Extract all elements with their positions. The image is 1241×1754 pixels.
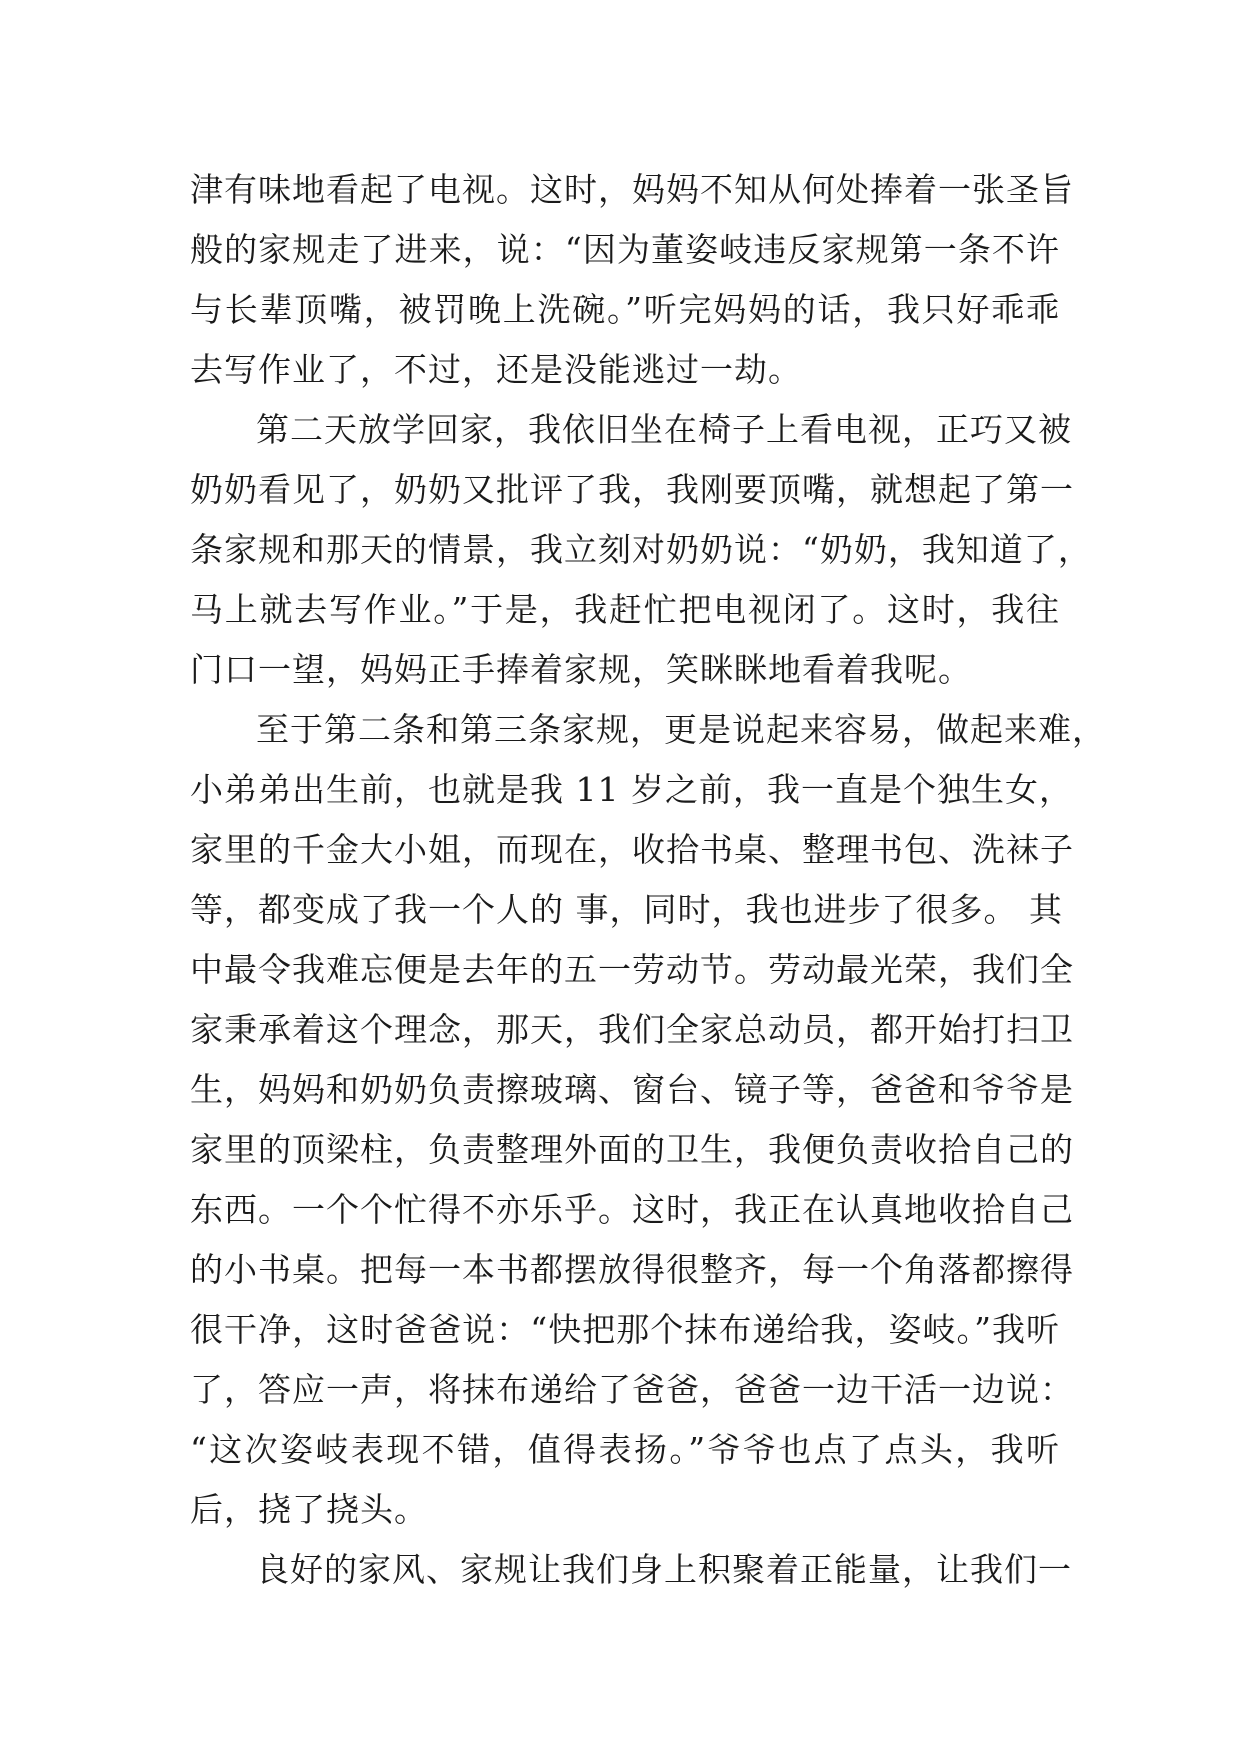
text-line: “这次姿岐表现不错，值得表扬。”爷爷也点了点头，我听 — [190, 1430, 1060, 1469]
text-line: 等，都变成了我一个人的 事，同时，我也进步了很多。 其 — [190, 890, 1063, 929]
paragraph-first-line: 至于第二条和第三条家规，更是说起来容易，做起来难， — [256, 710, 1106, 749]
paragraph-first-line: 良好的家风、家规让我们身上积聚着正能量，让我们一 — [256, 1550, 1072, 1589]
text-line: 条家规和那天的情景，我立刻对奶奶说：“奶奶，我知道了， — [190, 530, 1092, 569]
text-line: 中最令我难忘便是去年的五一劳动节。劳动最光荣，我们全 — [190, 950, 1074, 989]
text-line: 小弟弟出生前，也就是我 11 岁之前，我一直是个独生女， — [190, 770, 1073, 809]
text-line: 津有味地看起了电视。这时，妈妈不知从何处捧着一张圣旨 — [190, 170, 1074, 209]
text-line: 了，答应一声，将抹布递给了爸爸，爸爸一边干活一边说： — [190, 1370, 1074, 1409]
text-line: 很干净，这时爸爸说：“快把那个抹布递给我，姿岐。”我听 — [190, 1310, 1060, 1349]
essay-text — [190, 160, 1106, 1600]
text-line: 生，妈妈和奶奶负责擦玻璃、窗台、镜子等，爸爸和爷爷是 — [190, 1070, 1074, 1109]
text-line: 奶奶看见了，奶奶又批评了我，我刚要顶嘴，就想起了第一 — [190, 470, 1074, 509]
text-line: 门口一望，妈妈正手捧着家规，笑眯眯地看着我呢。 — [190, 650, 972, 689]
text-line: 的小书桌。把每一本书都摆放得很整齐，每一个角落都擦得 — [190, 1250, 1074, 1289]
text-line: 家里的顶梁柱，负责整理外面的卫生，我便负责收拾自己的 — [190, 1130, 1074, 1169]
text-line: 般的家规走了进来，说：“因为董姿岐违反家规第一条不许 — [190, 230, 1060, 269]
text-line: 马上就去写作业。”于是，我赶忙把电视闭了。这时，我往 — [190, 590, 1060, 629]
text-line: 与长辈顶嘴，被罚晚上洗碗。”听完妈妈的话，我只好乖乖 — [190, 290, 1060, 329]
text-line: 家秉承着这个理念，那天，我们全家总动员，都开始打扫卫 — [190, 1010, 1074, 1049]
text-line: 东西。一个个忙得不亦乐乎。这时，我正在认真地收拾自己 — [190, 1190, 1074, 1229]
paragraph-first-line: 第二天放学回家，我依旧坐在椅子上看电视，正巧又被 — [256, 410, 1072, 449]
text-line: 家里的千金大小姐，而现在，收拾书桌、整理书包、洗袜子 — [190, 830, 1074, 869]
text-line: 去写作业了，不过，还是没能逃过一劫。 — [190, 350, 802, 389]
text-line: 后，挠了挠头。 — [190, 1490, 428, 1529]
